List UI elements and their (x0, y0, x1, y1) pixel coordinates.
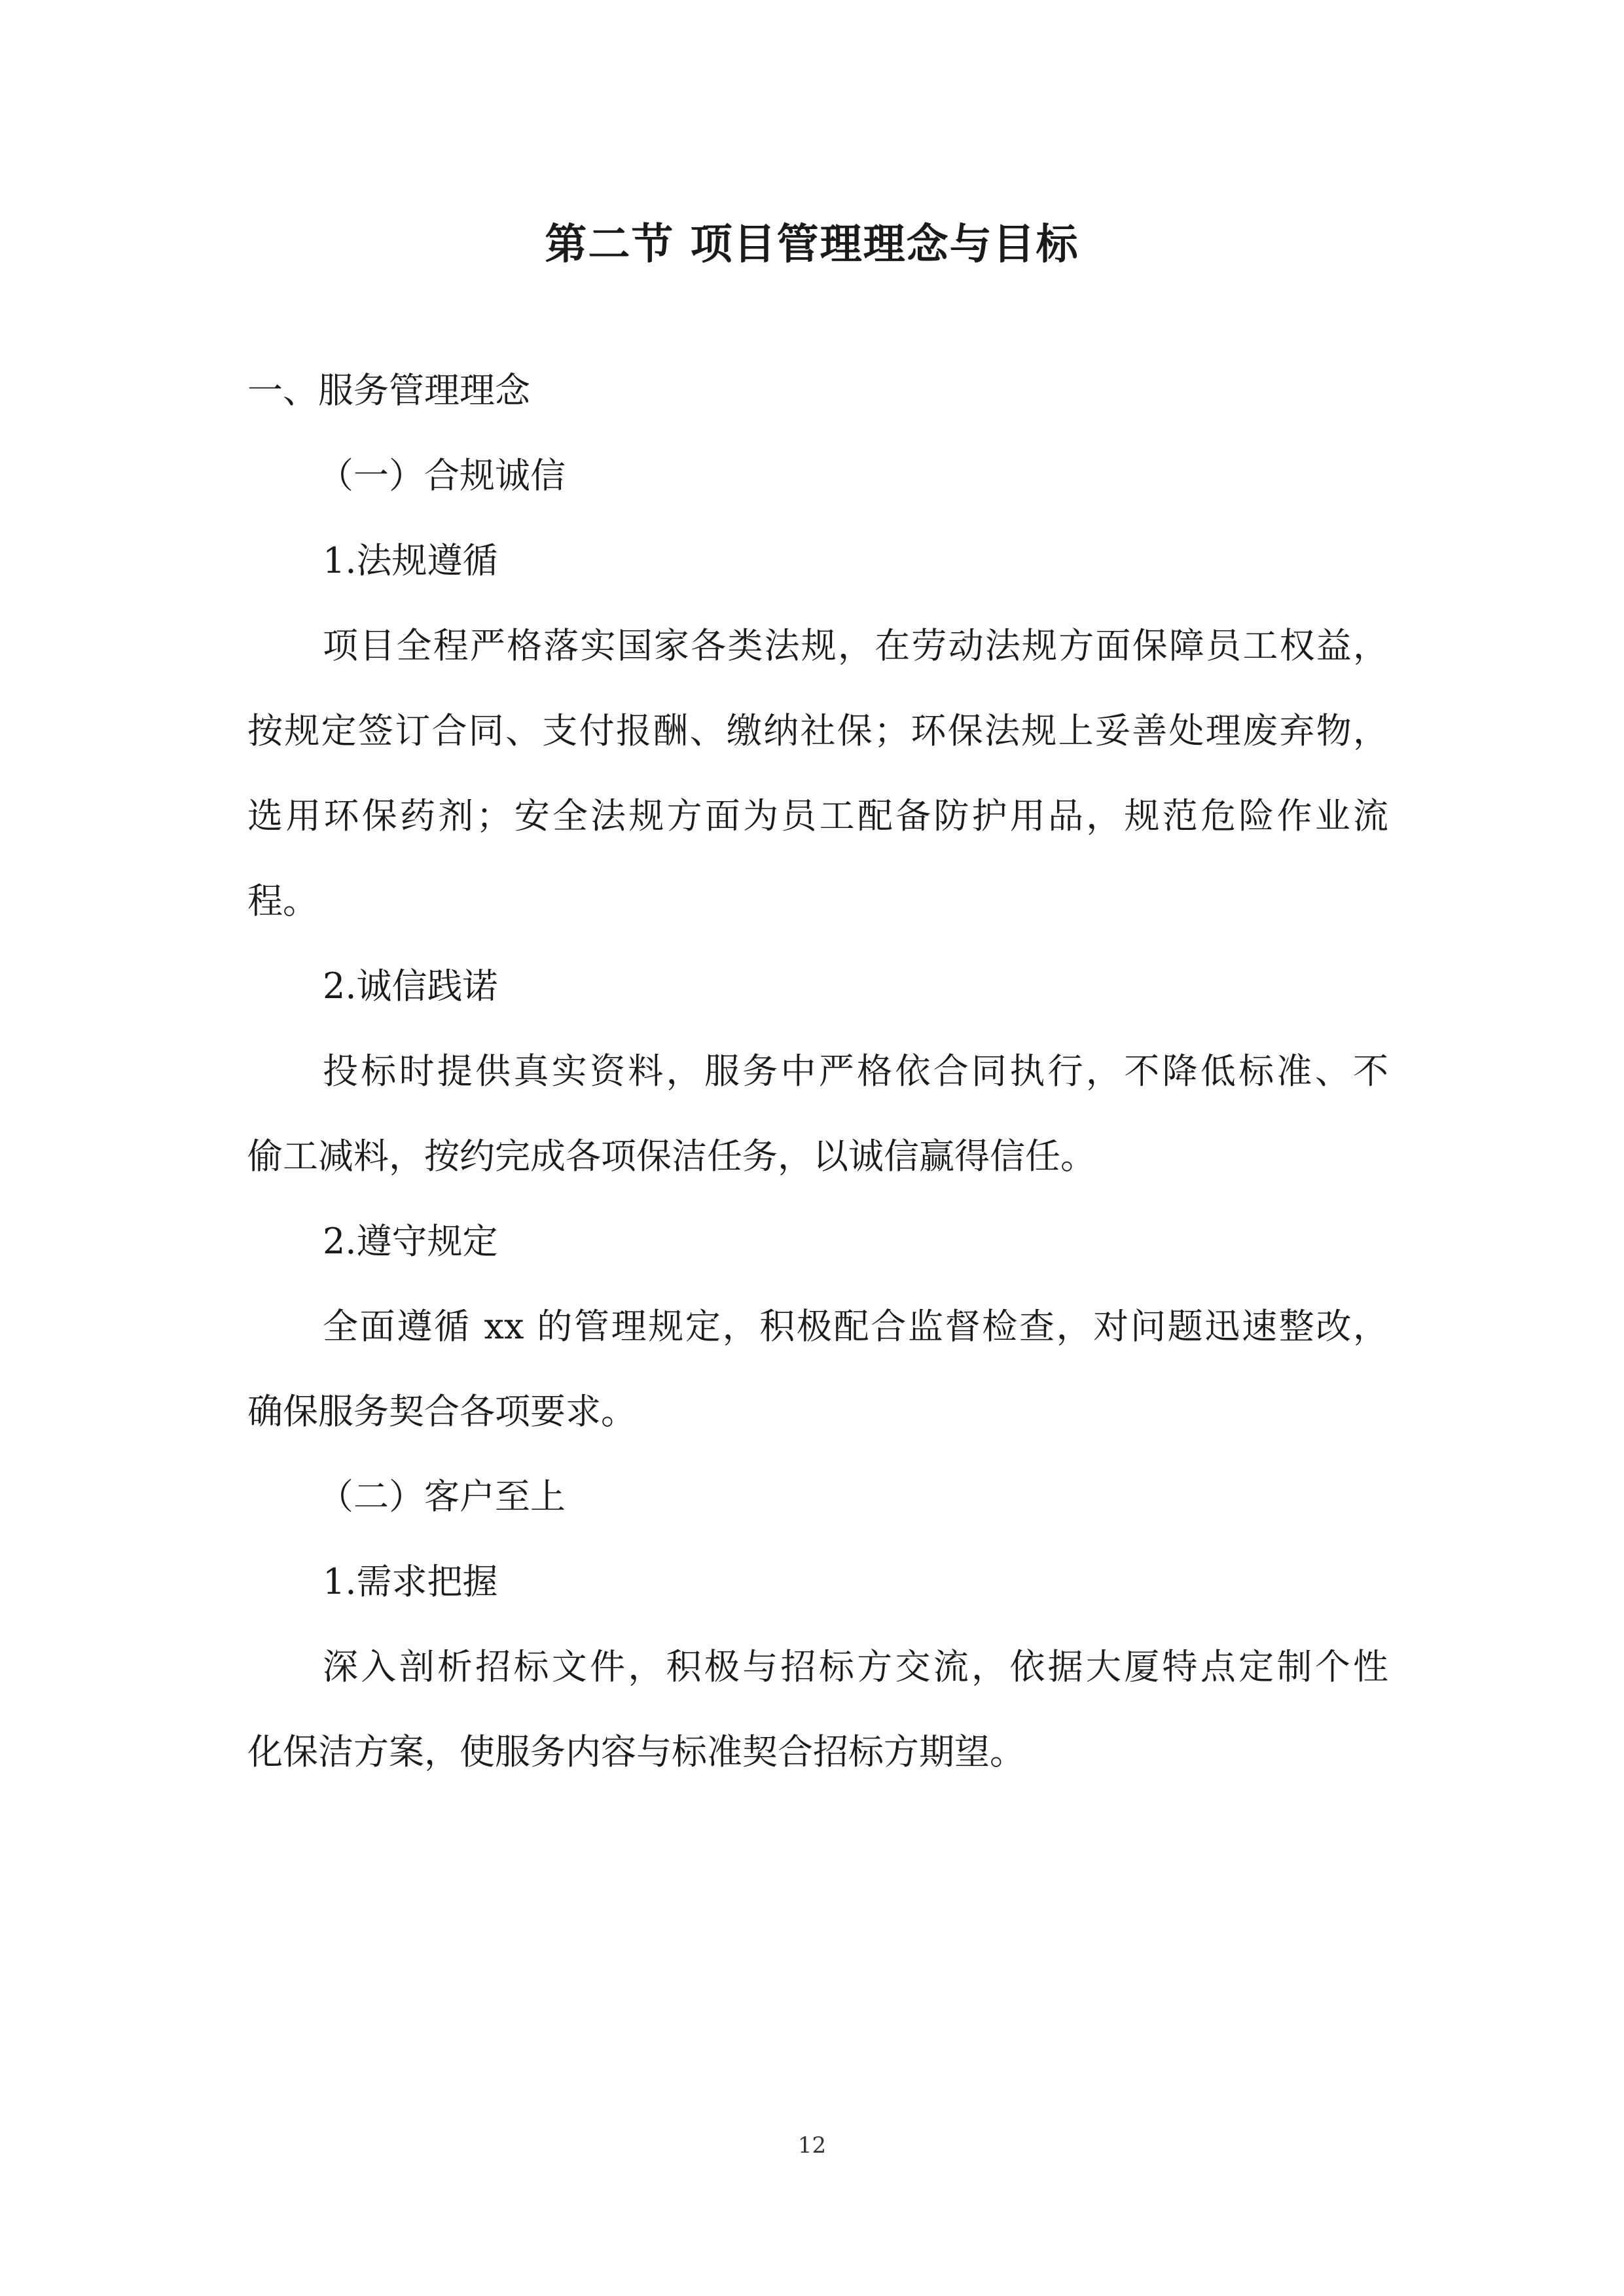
paragraph-line: 投标时提供真实资料，服务中严格依合同执行，不降低标准、不 (323, 1050, 1388, 1092)
paragraph-line: 按规定签订合同、支付报酬、缴纳社保；环保法规上妥善处理废弃物， (247, 710, 1388, 751)
section-heading: 一、服务管理理念 (247, 370, 530, 411)
item-heading-rules: 2.遵守规定 (323, 1221, 498, 1262)
paragraph-line: 程。 (247, 880, 318, 922)
paragraph-line: 化保洁方案，使服务内容与标准契合招标方期望。 (247, 1731, 1025, 1772)
item-heading-integrity: 2.诚信践诺 (323, 965, 498, 1007)
paragraph-line: 偷工减料，按约完成各项保洁任务，以诚信赢得信任。 (247, 1136, 1096, 1177)
page-title: 第二节 项目管理理念与目标 (545, 220, 1079, 269)
paragraph-line: 深入剖析招标文件，积极与招标方交流，依据大厦特点定制个性 (323, 1646, 1388, 1687)
paragraph-line: 确保服务契合各项要求。 (247, 1391, 636, 1432)
item-heading-needs: 1.需求把握 (323, 1561, 498, 1602)
paragraph-line: 选用环保药剂；安全法规方面为员工配备防护用品，规范危险作业流 (247, 795, 1388, 836)
paragraph-line: 全面遵循 xx 的管理规定，积极配合监督检查，对问题迅速整改， (323, 1306, 1388, 1347)
subsection-heading-customer: （二）客户至上 (318, 1476, 566, 1517)
subsection-heading-compliance: （一）合规诚信 (318, 455, 566, 496)
page-number: 12 (797, 2132, 827, 2159)
item-heading-regulations: 1.法规遵循 (323, 540, 498, 581)
paragraph-line: 项目全程严格落实国家各类法规，在劳动法规方面保障员工权益， (323, 625, 1388, 666)
